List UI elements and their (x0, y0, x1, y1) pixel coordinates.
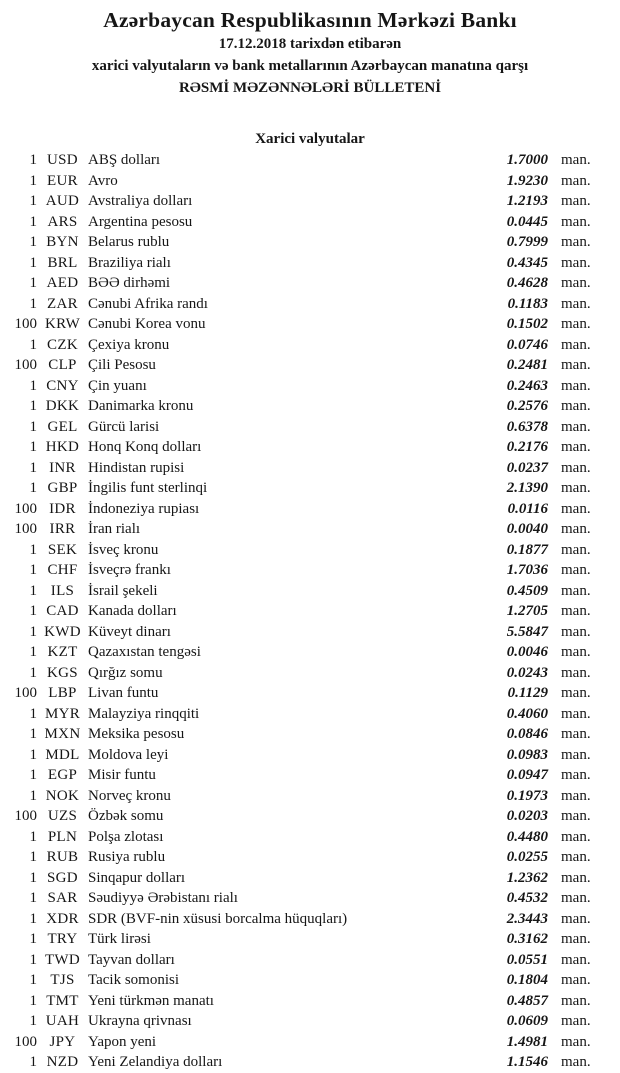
unit-label: man. (561, 992, 591, 1009)
rate-value: 0.4480 (506, 828, 548, 845)
rate-row-eur (0, 171, 620, 192)
currency-name: Malayziya rinqqiti (88, 705, 200, 722)
currency-name: Cənubi Korea vonu (88, 316, 206, 332)
nominal-value: 100 (14, 500, 37, 517)
currency-code: MYR (44, 705, 81, 722)
nominal-value: 1 (29, 295, 37, 312)
currency-code: UZS (47, 808, 78, 824)
nominal-value: 1 (29, 377, 37, 394)
currency-code: SAR (47, 890, 78, 906)
currency-name: Rusiya rublu (88, 849, 166, 865)
rate-value: 0.0203 (506, 808, 548, 824)
currency-code: INR (49, 459, 76, 476)
currency-name: Avro (88, 172, 118, 189)
unit-label: man. (561, 685, 591, 701)
unit-label: man. (561, 808, 591, 824)
rate-value: 0.0116 (507, 500, 548, 517)
rate-row-cad (0, 601, 620, 622)
currency-code: CZK (47, 336, 78, 353)
rate-value: 0.0846 (506, 726, 548, 742)
currency-name: Özbək somu (88, 808, 164, 824)
rate-row-chf (0, 560, 620, 581)
rate-value: 0.1973 (506, 787, 548, 804)
rate-row-lbp (0, 683, 620, 704)
rate-value: 1.7036 (506, 562, 548, 578)
currency-code: HKD (45, 439, 80, 455)
rate-row-gel (0, 417, 620, 438)
unit-label: man. (561, 234, 591, 250)
rate-value: 0.0243 (506, 664, 548, 681)
unit-label: man. (561, 746, 591, 763)
unit-label: man. (561, 767, 591, 783)
rate-value: 0.0983 (506, 746, 548, 763)
unit-label: man. (561, 418, 591, 435)
currency-name: Misir funtu (88, 767, 156, 783)
nominal-value: 1 (29, 705, 37, 722)
nominal-value: 1 (29, 480, 37, 496)
nominal-value: 1 (29, 562, 37, 578)
rate-value: 1.9230 (506, 172, 548, 189)
currency-code: UAH (45, 1013, 80, 1029)
currency-name: Qırğız somu (88, 664, 163, 681)
rate-value: 0.1129 (507, 685, 548, 701)
nominal-value: 100 (14, 316, 37, 332)
rate-value: 1.2193 (506, 193, 548, 209)
rate-value: 1.4981 (506, 1033, 548, 1050)
rate-row-cny (0, 376, 620, 397)
currency-code: IDR (49, 500, 76, 517)
currency-name: ABŞ dolları (88, 152, 161, 168)
rate-value: 0.0609 (506, 1013, 548, 1029)
currency-code: NOK (45, 787, 80, 804)
currency-code: ARS (47, 213, 78, 230)
rate-row-irr (0, 519, 620, 540)
scope-line: xarici valyutaların və bank metallarının Azərbaycan manatına qarşı (91, 58, 529, 74)
currency-name: Yapon yeni (88, 1033, 157, 1050)
section-title-foreign-currencies: Xarici valyutalar (255, 131, 365, 147)
nominal-value: 1 (29, 172, 37, 189)
currency-name: İsveçrə frankı (88, 562, 171, 578)
rate-row-xdr (0, 909, 620, 930)
nominal-value: 1 (29, 336, 37, 353)
currency-code: NZD (46, 1054, 79, 1070)
rate-row-pln (0, 827, 620, 848)
nominal-value: 1 (29, 418, 37, 435)
rate-value: 0.0445 (506, 213, 548, 230)
unit-label: man. (561, 439, 591, 455)
rate-row-nzd (0, 1052, 620, 1073)
rate-value: 0.7999 (506, 234, 548, 250)
rate-row-hkd (0, 437, 620, 458)
rate-row-tmt (0, 991, 620, 1012)
currency-name: Yeni Zelandiya dolları (88, 1054, 223, 1070)
unit-label: man. (561, 377, 591, 394)
nominal-value: 1 (29, 254, 37, 271)
currency-name: İsrail şekeli (88, 582, 158, 599)
rate-value: 0.0551 (506, 951, 548, 968)
currency-code: CHF (47, 562, 78, 578)
rate-value: 0.0237 (506, 459, 548, 476)
currency-name: Braziliya rialı (88, 254, 171, 271)
unit-label: man. (561, 623, 591, 640)
currency-code: AED (46, 275, 79, 291)
rate-row-nok (0, 786, 620, 807)
rate-row-kzt (0, 642, 620, 663)
currency-name: Çin yuanı (88, 377, 147, 394)
nominal-value: 1 (29, 726, 37, 742)
nominal-value: 1 (29, 234, 37, 250)
unit-label: man. (561, 931, 591, 947)
currency-name: İsveç kronu (88, 541, 159, 558)
currency-name: Çexiya kronu (88, 336, 170, 353)
rate-value: 0.4060 (506, 705, 548, 722)
unit-label: man. (561, 726, 591, 742)
nominal-value: 1 (29, 664, 37, 681)
rate-row-sek (0, 540, 620, 561)
rate-value: 0.2176 (506, 439, 548, 455)
currency-name: İran rialı (88, 521, 141, 537)
rate-row-usd (0, 150, 620, 171)
rate-row-gbp (0, 478, 620, 499)
currency-code: BRL (47, 254, 78, 271)
unit-label: man. (561, 787, 591, 804)
currency-name: Yeni türkmən manatı (88, 992, 214, 1009)
unit-label: man. (561, 336, 591, 353)
unit-label: man. (561, 295, 591, 312)
rate-row-uzs (0, 806, 620, 827)
rate-row-ils (0, 581, 620, 602)
currency-name: Argentina pesosu (88, 213, 193, 230)
rate-value: 0.4857 (506, 992, 548, 1009)
rate-row-tjs (0, 970, 620, 991)
nominal-value: 1 (29, 849, 37, 865)
rate-row-myr (0, 704, 620, 725)
nominal-value: 1 (29, 398, 37, 414)
rate-row-sar (0, 888, 620, 909)
rate-row-krw (0, 314, 620, 335)
currency-name: Hindistan rupisi (88, 459, 185, 476)
unit-label: man. (561, 521, 591, 537)
unit-label: man. (561, 480, 591, 496)
nominal-value: 1 (29, 869, 37, 886)
unit-label: man. (561, 705, 591, 722)
rate-row-mxn (0, 724, 620, 745)
rate-value: 0.4509 (506, 582, 548, 599)
currency-code: EGP (47, 767, 78, 783)
rate-row-zar (0, 294, 620, 315)
rate-row-kwd (0, 622, 620, 643)
rate-row-egp (0, 765, 620, 786)
nominal-value: 1 (29, 767, 37, 783)
rate-value: 0.4628 (506, 275, 548, 291)
effective-date-line: 17.12.2018 tarixdən etibarən (218, 36, 402, 52)
currency-code: BYN (46, 234, 79, 250)
unit-label: man. (561, 828, 591, 845)
rate-value: 2.3443 (506, 910, 548, 927)
currency-code: ILS (50, 582, 75, 599)
currency-code: GEL (47, 418, 78, 435)
rate-row-kgs (0, 663, 620, 684)
unit-label: man. (561, 357, 591, 373)
currency-code: XDR (46, 910, 79, 927)
unit-label: man. (561, 152, 591, 168)
currency-code: KGS (47, 664, 78, 681)
rate-value: 1.1546 (506, 1054, 548, 1070)
currency-code: RUB (46, 849, 79, 865)
currency-code: TWD (44, 951, 81, 968)
currency-code: GBP (47, 480, 78, 496)
rate-row-twd (0, 950, 620, 971)
currency-name: Səudiyyə Ərəbistanı rialı (88, 890, 238, 906)
currency-code: USD (47, 152, 78, 168)
currency-code: SEK (47, 541, 78, 558)
currency-code: KZT (47, 644, 78, 660)
nominal-value: 1 (29, 951, 37, 968)
rate-value: 0.3162 (506, 931, 548, 947)
unit-label: man. (561, 316, 591, 332)
currency-code: KWD (44, 623, 81, 640)
rate-row-brl (0, 253, 620, 274)
rate-value: 0.1877 (506, 541, 548, 558)
currency-name: İngilis funt sterlinqi (88, 480, 208, 496)
currency-code: DKK (45, 398, 80, 414)
currency-code: KRW (44, 316, 81, 332)
nominal-value: 1 (29, 972, 37, 988)
unit-label: man. (561, 1013, 591, 1029)
rate-value: 0.4532 (506, 890, 548, 906)
nominal-value: 1 (29, 644, 37, 660)
currency-code: MDL (45, 746, 80, 763)
nominal-value: 1 (29, 603, 37, 619)
currency-code: PLN (47, 828, 78, 845)
rate-value: 0.2463 (506, 377, 548, 394)
currency-code: CNY (46, 377, 79, 394)
currency-name: SDR (BVF-nin xüsusi borcalma hüquqları) (88, 910, 348, 927)
currency-code: MXN (44, 726, 81, 742)
rate-value: 0.4345 (506, 254, 548, 271)
rate-row-byn (0, 232, 620, 253)
currency-name: Avstraliya dolları (88, 193, 193, 209)
currency-name: Küveyt dinarı (88, 623, 171, 640)
nominal-value: 1 (29, 890, 37, 906)
unit-label: man. (561, 213, 591, 230)
currency-name: Tayvan dolları (88, 951, 175, 968)
rate-row-aed (0, 273, 620, 294)
rate-value: 0.0046 (506, 644, 548, 660)
currency-name: Norveç kronu (88, 787, 171, 804)
currency-name: Çili Pesosu (88, 357, 156, 373)
unit-label: man. (561, 664, 591, 681)
nominal-value: 1 (29, 992, 37, 1009)
rate-value: 0.0746 (506, 336, 548, 353)
currency-name: Qazaxıstan tengəsi (88, 644, 201, 660)
rate-value: 0.2576 (506, 398, 548, 414)
unit-label: man. (561, 459, 591, 476)
rate-value: 5.5847 (506, 623, 548, 640)
currency-code: JPY (49, 1033, 76, 1050)
currency-name: Danimarka kronu (88, 398, 194, 414)
unit-label: man. (561, 1033, 591, 1050)
rate-row-inr (0, 458, 620, 479)
currency-name: Sinqapur dolları (88, 869, 186, 886)
nominal-value: 1 (29, 787, 37, 804)
unit-label: man. (561, 890, 591, 906)
rate-value: 0.1804 (506, 972, 548, 988)
unit-label: man. (561, 582, 591, 599)
currency-code: TRY (47, 931, 78, 947)
rate-value: 1.7000 (506, 152, 548, 168)
bank-title: Azərbaycan Respublikasının Mərkəzi Bankı (103, 8, 517, 32)
nominal-value: 1 (29, 828, 37, 845)
rate-value: 0.0947 (506, 767, 548, 783)
currency-name: Cənubi Afrika randı (88, 295, 208, 312)
nominal-value: 1 (29, 213, 37, 230)
currency-name: Tacik somonisi (88, 972, 180, 988)
currency-code: ZAR (47, 295, 78, 312)
nominal-value: 1 (29, 746, 37, 763)
currency-name: Gürcü larisi (88, 418, 160, 435)
rate-value: 0.1183 (507, 295, 548, 312)
nominal-value: 1 (29, 459, 37, 476)
nominal-value: 1 (29, 193, 37, 209)
unit-label: man. (561, 644, 591, 660)
currency-code: IRR (49, 521, 76, 537)
currency-name: Belarus rublu (88, 234, 170, 250)
nominal-value: 1 (29, 623, 37, 640)
rate-row-clp (0, 355, 620, 376)
nominal-value: 100 (14, 808, 37, 824)
rate-row-sgd (0, 868, 620, 889)
rate-row-jpy (0, 1032, 620, 1053)
currency-code: AUD (45, 193, 80, 209)
nominal-value: 1 (29, 541, 37, 558)
rate-value: 0.6378 (506, 418, 548, 435)
currency-code: EUR (47, 172, 78, 189)
unit-label: man. (561, 849, 591, 865)
rate-value: 0.1502 (506, 316, 548, 332)
unit-label: man. (561, 910, 591, 927)
rate-row-try (0, 929, 620, 950)
unit-label: man. (561, 541, 591, 558)
currency-code: CAD (46, 603, 79, 619)
nominal-value: 1 (29, 152, 37, 168)
rate-row-mdl (0, 745, 620, 766)
nominal-value: 100 (14, 521, 37, 537)
nominal-value: 1 (29, 1013, 37, 1029)
rate-row-idr (0, 499, 620, 520)
currency-name: Kanada dolları (88, 603, 177, 619)
unit-label: man. (561, 603, 591, 619)
currency-name: Türk lirəsi (88, 931, 151, 947)
currency-name: Moldova leyi (88, 746, 169, 763)
rate-row-dkk (0, 396, 620, 417)
nominal-value: 1 (29, 931, 37, 947)
nominal-value: 1 (29, 439, 37, 455)
bulletin-header (0, 0, 620, 99)
nominal-value: 1 (29, 582, 37, 599)
currency-name: İndoneziya rupiası (88, 500, 200, 517)
rate-value: 0.0040 (506, 521, 548, 537)
unit-label: man. (561, 562, 591, 578)
currency-code: TJS (50, 972, 75, 988)
unit-label: man. (561, 275, 591, 291)
unit-label: man. (561, 398, 591, 414)
currency-name: Ukrayna qrivnası (88, 1013, 192, 1029)
rate-row-rub (0, 847, 620, 868)
rate-value: 2.1390 (506, 480, 548, 496)
currency-name: BƏƏ dirhəmi (88, 275, 171, 291)
rate-row-ars (0, 212, 620, 233)
unit-label: man. (561, 1054, 591, 1070)
unit-label: man. (561, 869, 591, 886)
currency-code: LBP (48, 685, 77, 701)
currency-name: Honq Konq dolları (88, 439, 202, 455)
nominal-value: 1 (29, 1054, 37, 1070)
currency-code: TMT (46, 992, 79, 1009)
unit-label: man. (561, 254, 591, 271)
rate-value: 1.2705 (506, 603, 548, 619)
unit-label: man. (561, 951, 591, 968)
nominal-value: 1 (29, 275, 37, 291)
rate-row-czk (0, 335, 620, 356)
unit-label: man. (561, 172, 591, 189)
currency-name: Polşa zlotası (88, 828, 164, 845)
currency-code: CLP (48, 357, 77, 373)
unit-label: man. (561, 500, 591, 517)
nominal-value: 1 (29, 910, 37, 927)
nominal-value: 100 (14, 1033, 37, 1050)
currency-code: SGD (47, 869, 78, 886)
nominal-value: 100 (14, 685, 37, 701)
rate-row-aud (0, 191, 620, 212)
rate-value: 1.2362 (506, 869, 548, 886)
rate-value: 0.0255 (506, 849, 548, 865)
rate-value: 0.2481 (506, 357, 548, 373)
unit-label: man. (561, 972, 591, 988)
exchange-rates-table (0, 150, 620, 1073)
rate-row-uah (0, 1011, 620, 1032)
currency-name: Livan funtu (88, 685, 159, 701)
currency-name: Meksika pesosu (88, 726, 185, 742)
bulletin-title: RƏSMİ MƏZƏNNƏLƏRİ BÜLLETENİ (178, 80, 442, 96)
unit-label: man. (561, 193, 591, 209)
nominal-value: 100 (14, 357, 37, 373)
